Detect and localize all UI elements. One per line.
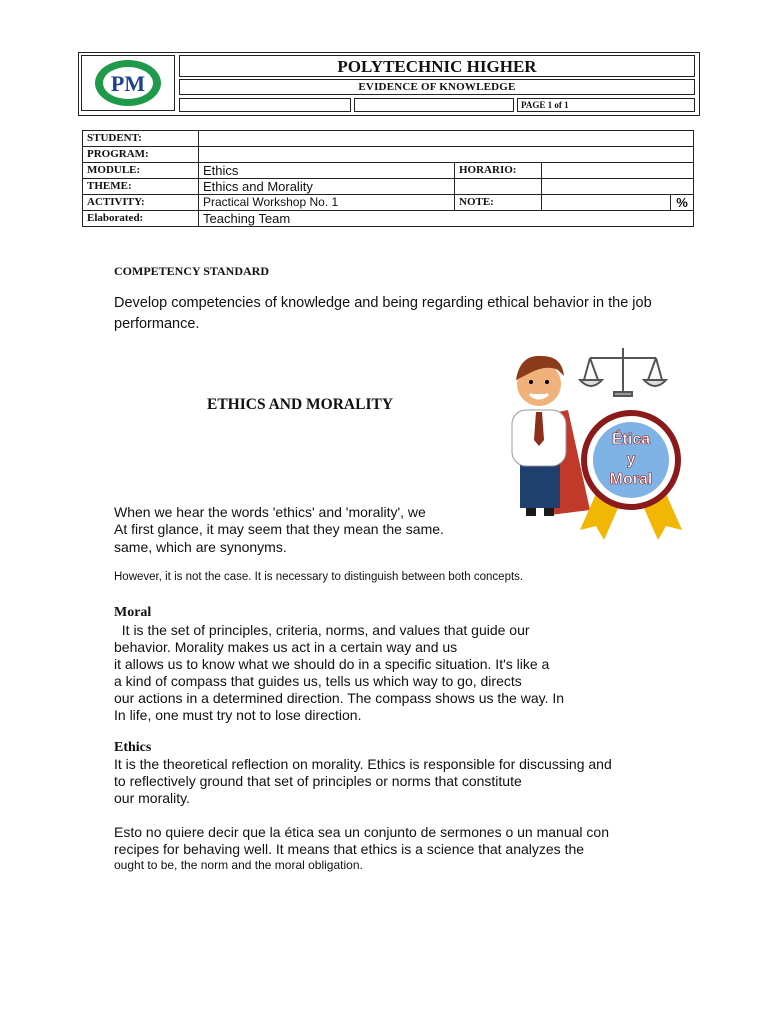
intro-line-3: same, which are synonyms. [114,539,287,555]
student-label: STUDENT: [83,131,199,147]
table-row [83,211,694,227]
page-number: PAGE 1 of 1 [517,98,695,112]
horario-value [542,163,694,179]
elaborated-value: Teaching Team [199,211,694,227]
ethics-line: our morality. [114,790,190,806]
blank-cell [455,179,542,195]
header-blank-cell [179,98,351,112]
table-row [83,147,694,163]
activity-value: Practical Workshop No. 1 [199,195,455,211]
competency-text: Develop competencies of knowledge and being regarding ethical behavior in the job performance. [114,295,652,332]
moral-line: a kind of compass that guides us, tells us which way to go, directs [114,673,522,689]
logo-text: PM [110,71,146,96]
note-value [542,195,671,211]
moral-line: behavior. Morality makes us act in a certain way and us [114,639,458,655]
moral-heading: Moral [114,605,152,620]
percent-sign: % [671,195,694,211]
document-title: POLYTECHNIC HIGHER [179,55,695,77]
logo-cell [81,55,175,111]
note-label: NOTE: [455,195,542,211]
header-blank-cell [354,98,514,112]
closing-line: Esto no quiere decir que la ética sea un conjunto de sermones o un manual con [114,824,609,840]
table-row [83,131,694,147]
document-subtitle: EVIDENCE OF KNOWLEDGE [179,79,695,95]
ethics-moral-badge [581,410,681,510]
moral-line: It is the set of principles, criteria, norms, and values that guide our [114,622,530,638]
closing-line: ought to be, the norm and the moral obligation. [114,858,363,872]
table-row [83,179,694,195]
activity-label: ACTIVITY: [83,195,199,211]
table-row [83,163,694,179]
badge-line1: Ética [611,431,651,448]
scales-icon [580,348,666,396]
ethics-line: It is the theoretical reflection on morality. Ethics is responsible for discussing and [114,756,612,772]
cartoon-man-icon [512,356,590,516]
intro-line-2: At first glance, it may seem that they mean the same. [114,521,444,537]
elaborated-label: Elaborated: [83,211,199,227]
blank-cell [542,179,694,195]
moral-line: it allows us to know what we should do in a specific situation. It's like a [114,656,550,672]
theme-value: Ethics and Morality [199,179,455,195]
badge-line2: y [626,451,636,468]
document-header [78,52,700,116]
theme-label: THEME: [83,179,199,195]
intro-line-1: When we hear the words 'ethics' and 'morality', we [114,504,426,520]
moral-line: our actions in a determined direction. The compass shows us the way. In [114,690,565,706]
module-label: MODULE: [83,163,199,179]
module-value: Ethics [199,163,455,179]
program-label: PROGRAM: [83,147,199,163]
main-heading: ETHICS AND MORALITY [207,396,394,413]
ethics-line: to reflectively ground that set of principles or norms that constitute [114,773,522,789]
closing-line: recipes for behaving well. It means that ethics is a science that analyzes the [114,841,585,857]
student-value [199,131,694,147]
student-info-table [82,130,694,227]
ethics-heading: Ethics [114,740,152,755]
table-row [83,195,694,211]
ethics-illustration [490,340,700,550]
badge-line3: Moral [609,471,653,488]
competency-heading: COMPETENCY STANDARD [114,264,270,278]
program-value [199,147,694,163]
school-logo [82,56,174,110]
moral-line: In life, one must try not to lose direction. [114,707,362,723]
intro-note: However, it is not the case. It is necessary to distinguish between both concepts. [114,571,524,583]
horario-label: HORARIO: [455,163,542,179]
